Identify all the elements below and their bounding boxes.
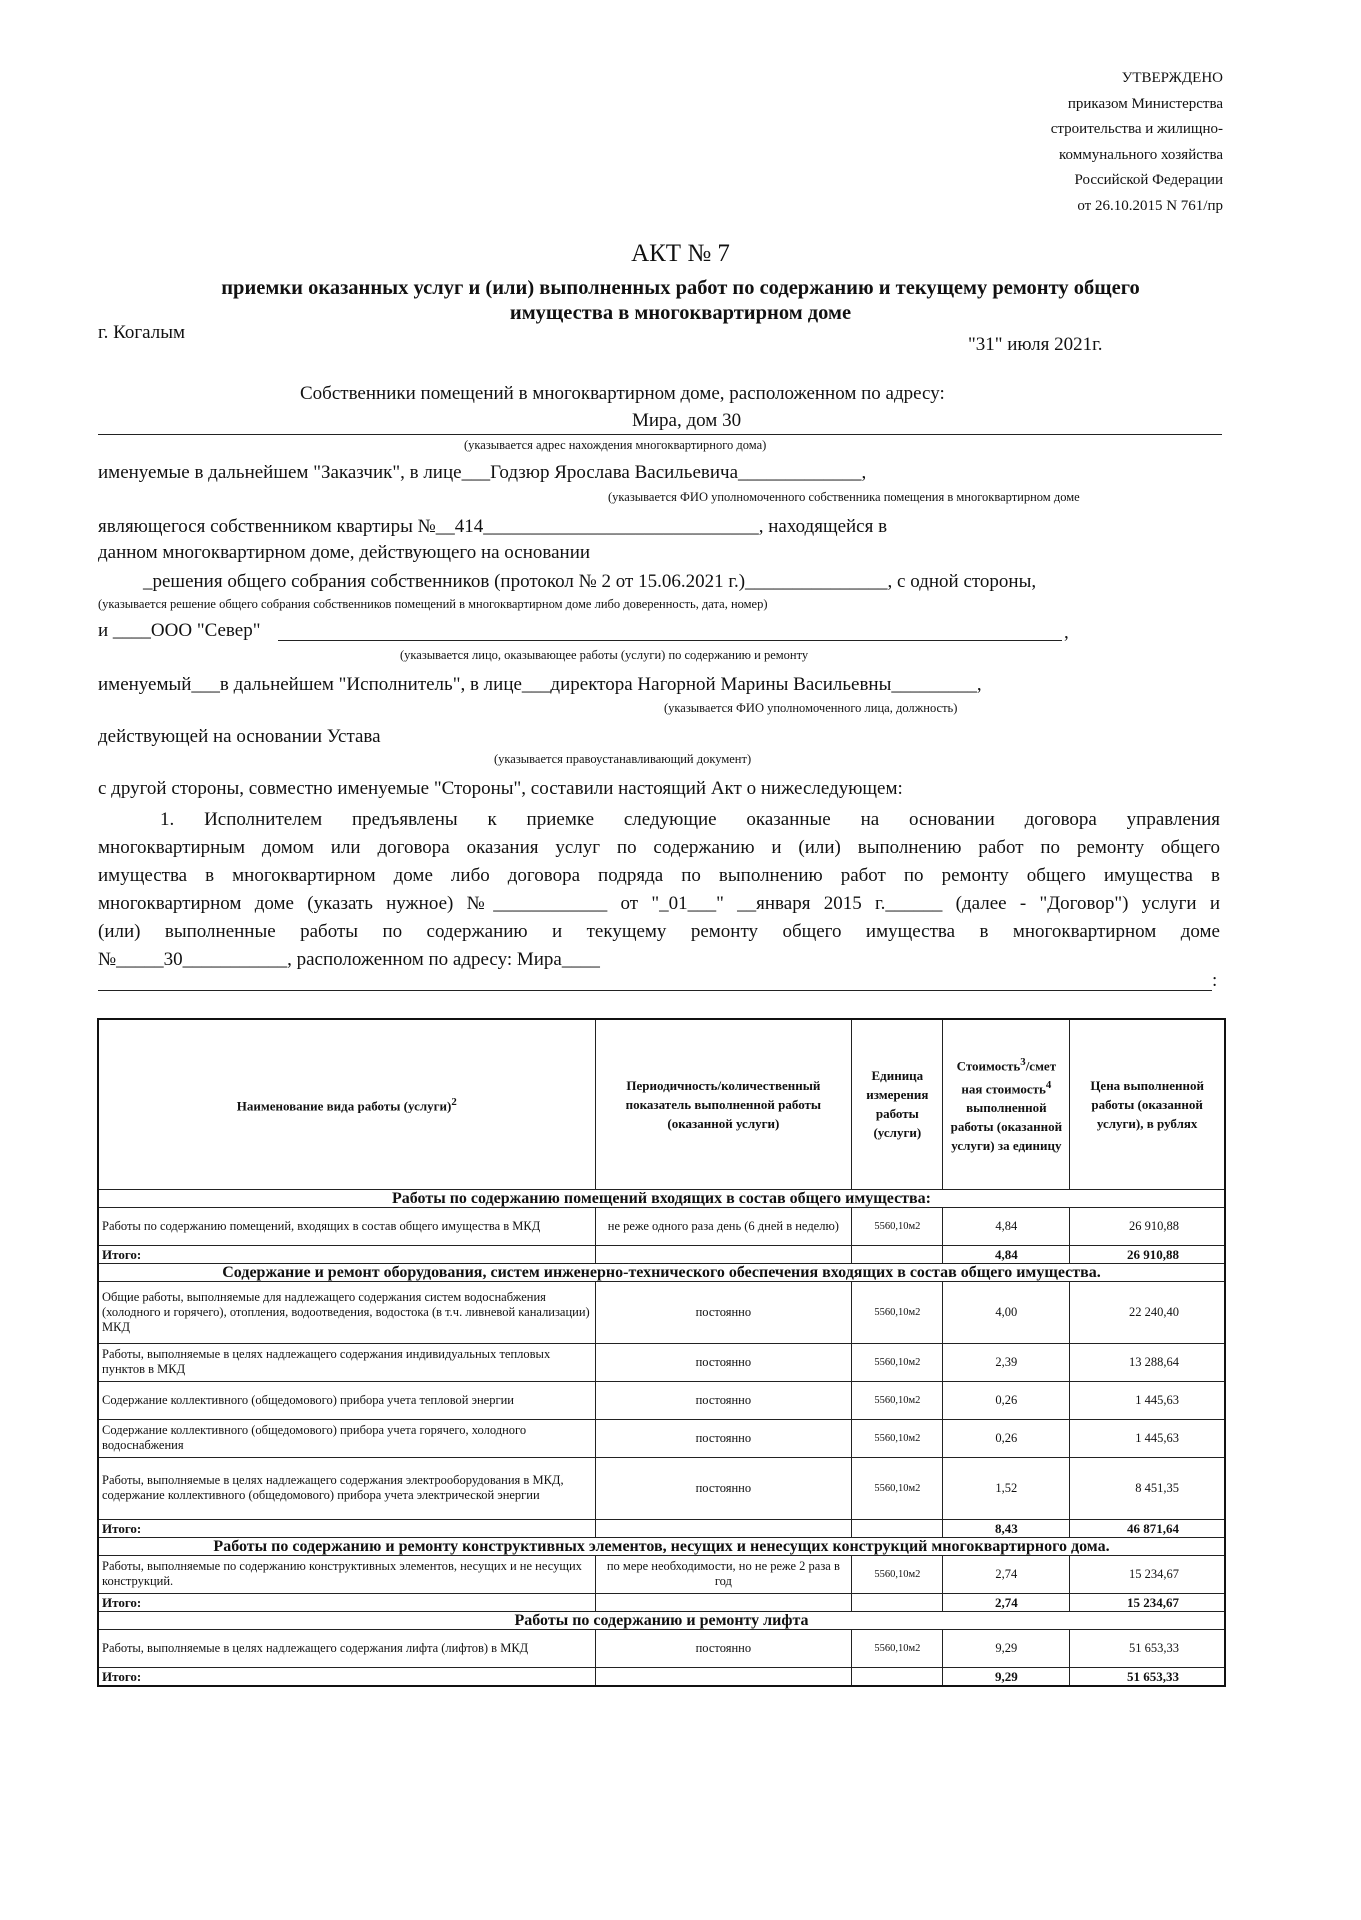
total-label: Итого: (98, 1593, 595, 1611)
clause-line: многоквартирном доме (указать нужное) №____________ от "_01___" __января 2015 г.______ (далее - "Договор") услуги и (98, 893, 1220, 914)
act-title: АКТ № 7 (631, 240, 730, 267)
total-price: 46 871,64 (1070, 1519, 1225, 1537)
work-cost: 2,39 (943, 1343, 1070, 1381)
table-row (98, 1555, 1225, 1593)
approval-line: Российской Федерации (1074, 172, 1223, 188)
work-cost: 2,74 (943, 1555, 1070, 1593)
work-cost: 0,26 (943, 1419, 1070, 1457)
work-unit: 5560,10м2 (852, 1343, 943, 1381)
header-name: Наименование вида работы (услуги)$^2$ (98, 1019, 595, 1189)
customer-hint: (указывается ФИО уполномоченного собственника помещения в многоквартирном доме (608, 490, 1080, 504)
work-period: постоянно (595, 1629, 852, 1667)
work-cost: 0,26 (943, 1381, 1070, 1419)
work-period: постоянно (595, 1343, 852, 1381)
total-cost: 8,43 (943, 1519, 1070, 1537)
acting-hint: (указывается правоустанавливающий документ) (494, 752, 752, 766)
header-unit: Единица измерения работы (услуги) (852, 1019, 943, 1189)
address-underline (98, 434, 1222, 435)
total-price: 51 653,33 (1070, 1667, 1225, 1686)
table-row (98, 1629, 1225, 1667)
total-unit (852, 1667, 943, 1686)
section-row (98, 1189, 1225, 1207)
total-price: 26 910,88 (1070, 1245, 1225, 1263)
approval-line: строительства и жилищно- (1050, 121, 1223, 137)
work-price: 13 288,64 (1070, 1343, 1225, 1381)
executor-line: именуемый___в дальнейшем "Исполнитель", в лице___директора Нагорной Марины Васильевны_________, (98, 674, 982, 695)
work-unit: 5560,10м2 (852, 1555, 943, 1593)
work-price: 26 910,88 (1070, 1207, 1225, 1245)
total-period (595, 1519, 852, 1537)
clause-line: (или) выполненные работы по содержанию и текущему ремонту общего имущества в многоквартирном доме (98, 921, 1220, 942)
total-label: Итого: (98, 1667, 595, 1686)
work-name: Работы, выполняемые в целях надлежащего содержания электрооборудования в МКД, содержание коллективного (общедомового) прибора учета электрической энергии (98, 1457, 595, 1519)
approval-line: коммунального хозяйства (1059, 146, 1223, 163)
work-name: Работы, выполняемые по содержанию конструктивных элементов, несущих и не несущих конструкций. (98, 1555, 595, 1593)
work-period: не реже одного раза день (6 дней в неделю) (595, 1207, 852, 1245)
total-unit (852, 1245, 943, 1263)
work-period: постоянно (595, 1381, 852, 1419)
work-name: Общие работы, выполняемые для надлежащего содержания систем водоснабжения (холодного и горячего), отопления, водоотведения, водостока (в т.ч. ливневой канализации) МКД (98, 1281, 595, 1343)
total-cost: 4,84 (943, 1245, 1070, 1263)
total-unit (852, 1593, 943, 1611)
work-price: 1 445,63 (1070, 1381, 1225, 1419)
total-row (98, 1593, 1225, 1611)
header-price: Цена выполненной работы (оказанной услуги), в рублях (1070, 1019, 1225, 1189)
work-name: Работы, выполняемые в целях надлежащего содержания индивидуальных тепловых пунктов в МКД (98, 1343, 595, 1381)
clause-1 (98, 806, 1220, 974)
owner-line: являющегося собственником квартиры №__414_____________________________, находящейся в (98, 516, 888, 537)
total-period (595, 1593, 852, 1611)
work-name: Работы по содержанию помещений, входящих в состав общего имущества в МКД (98, 1207, 595, 1245)
clause-line: 1. Исполнителем предъявлены к приемке следующие оказанные на основании договора управления (160, 809, 1220, 830)
contractor-comma: , (1064, 622, 1069, 643)
colon: : (1212, 970, 1218, 991)
work-cost: 4,84 (943, 1207, 1070, 1245)
work-cost: 4,00 (943, 1281, 1070, 1343)
clause-line: №_____30___________, расположенном по адресу: Мира____ (98, 949, 600, 970)
work-cost: 9,29 (943, 1629, 1070, 1667)
table-row (98, 1381, 1225, 1419)
house-address: Мира, дом 30 (632, 410, 742, 431)
contractor-underline (278, 640, 1062, 641)
total-row (98, 1667, 1225, 1686)
section-title: Содержание и ремонт оборудования, систем инженерно-технического обеспечения входящих в состав общего имущества. (98, 1263, 1225, 1281)
work-unit: 5560,10м2 (852, 1281, 943, 1343)
total-period (595, 1667, 852, 1686)
work-unit: 5560,10м2 (852, 1381, 943, 1419)
table-row (98, 1419, 1225, 1457)
total-unit (852, 1519, 943, 1537)
work-unit: 5560,10м2 (852, 1629, 943, 1667)
customer-line: именуемые в дальнейшем "Заказчик", в лице___Годзюр Ярослава Васильевича_____________, (98, 462, 867, 483)
section-row (98, 1537, 1225, 1555)
total-label: Итого: (98, 1519, 595, 1537)
header-period: Периодичность/количественный показатель выполненной работы (оказанной услуги) (595, 1019, 852, 1189)
total-cost: 2,74 (943, 1593, 1070, 1611)
table-row (98, 1457, 1225, 1519)
approval-line: от 26.10.2015 N 761/пр (1077, 197, 1223, 214)
table-header-row (98, 1019, 1225, 1189)
section-row (98, 1263, 1225, 1281)
works-table (97, 1018, 1226, 1687)
parties-line: с другой стороны, совместно именуемые "Стороны", составили настоящий Акт о нижеследующем: (98, 778, 903, 799)
owners-intro: Собственники помещений в многоквартирном доме, расположенном по адресу: (300, 383, 945, 404)
work-cost: 1,52 (943, 1457, 1070, 1519)
section-title: Работы по содержанию и ремонту конструктивных элементов, несущих и ненесущих конструкций многоквартирного дома. (98, 1537, 1225, 1555)
basis-hint: (указывается решение общего собрания собственников помещений в многоквартирном доме либо доверенность, дата, номер) (98, 597, 768, 611)
section-title: Работы по содержанию и ремонту лифта (98, 1611, 1225, 1629)
executor-hint: (указывается ФИО уполномоченного лица, должность) (664, 701, 958, 715)
basis-line: _решения общего собрания собственников (протокол № 2 от 15.06.2021 г.)_______________, с одной стороны, (143, 571, 1037, 592)
work-period: постоянно (595, 1281, 852, 1343)
work-price: 51 653,33 (1070, 1629, 1225, 1667)
address-hint: (указывается адрес нахождения многоквартирного дома) (464, 438, 767, 452)
table-row (98, 1281, 1225, 1343)
total-price: 15 234,67 (1070, 1593, 1225, 1611)
address-continuation-line (98, 990, 1212, 991)
table-row (98, 1343, 1225, 1381)
act-subtitle-line2: имущества в многоквартирном доме (509, 302, 852, 324)
total-row (98, 1245, 1225, 1263)
work-period: постоянно (595, 1419, 852, 1457)
work-price: 22 240,40 (1070, 1281, 1225, 1343)
section-row (98, 1611, 1225, 1629)
total-cost: 9,29 (943, 1667, 1070, 1686)
work-unit: 5560,10м2 (852, 1457, 943, 1519)
work-name: Содержание коллективного (общедомового) прибора учета горячего, холодного водоснабжения (98, 1419, 595, 1457)
work-period: по мере необходимости, но не реже 2 раза в год (595, 1555, 852, 1593)
work-unit: 5560,10м2 (852, 1419, 943, 1457)
approval-line: УТВЕРЖДЕНО (1121, 70, 1223, 86)
table-row (98, 1207, 1225, 1245)
work-period: постоянно (595, 1457, 852, 1519)
clause-line: многоквартирным домом или договора оказания услуг по содержанию и (или) выполнению работ по ремонту общего (98, 837, 1220, 858)
header-cost: Стоимость$^3$/смет ная стоимость$^4$ выполненной работы (оказанной услуги) за единицу (943, 1019, 1070, 1189)
work-name: Работы, выполняемые в целях надлежащего содержания лифта (лифтов) в МКД (98, 1629, 595, 1667)
owner-line-2: данном многоквартирном доме, действующего на основании (98, 542, 591, 563)
total-label: Итого: (98, 1245, 595, 1263)
work-price: 1 445,63 (1070, 1419, 1225, 1457)
contractor-hint: (указывается лицо, оказывающее работы (услуги) по содержанию и ремонту (400, 648, 809, 662)
contractor-line: и ____ООО "Север" (98, 620, 261, 641)
acting-line: действующей на основании Устава (98, 726, 381, 747)
work-unit: 5560,10м2 (852, 1207, 943, 1245)
work-price: 15 234,67 (1070, 1555, 1225, 1593)
approval-line: приказом Министерства (1067, 95, 1223, 112)
total-period (595, 1245, 852, 1263)
approval-stamp (1051, 66, 1223, 219)
act-subtitle-line1: приемки оказанных услуг и (или) выполненных работ по содержанию и текущему ремонту общего (221, 277, 1140, 299)
clause-line: имущества в многоквартирном доме либо договора подряда по выполнению работ по ремонту общего имущества в (98, 865, 1220, 886)
act-date: "31" июля 2021г. (968, 334, 1103, 355)
work-price: 8 451,35 (1070, 1457, 1225, 1519)
city: г. Когалым (98, 322, 186, 343)
section-title: Работы по содержанию помещений входящих в состав общего имущества: (98, 1189, 1225, 1207)
total-row (98, 1519, 1225, 1537)
work-name: Содержание коллективного (общедомового) прибора учета тепловой энергии (98, 1381, 595, 1419)
